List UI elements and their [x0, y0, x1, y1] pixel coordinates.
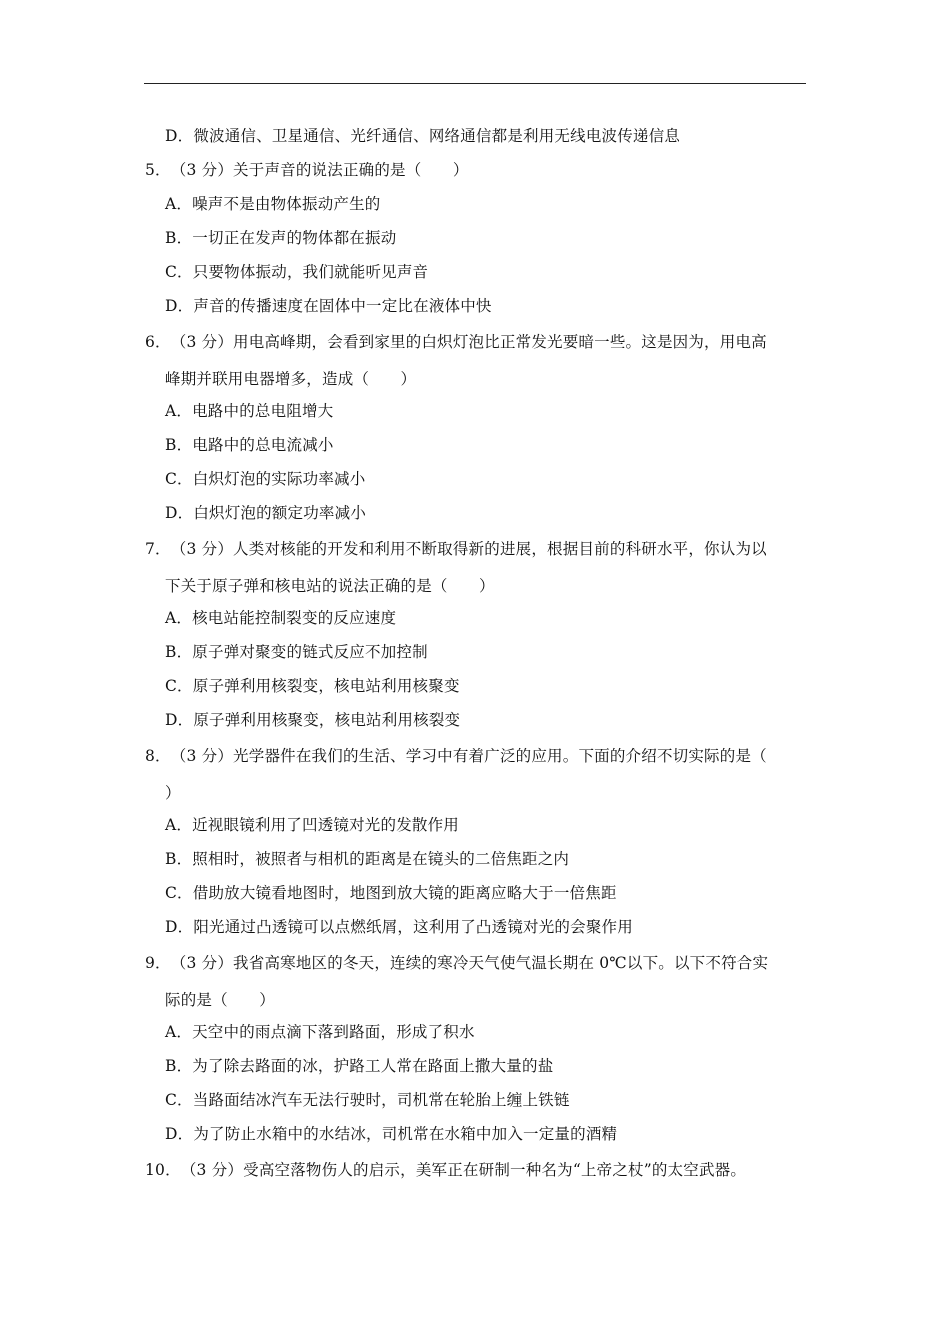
question-9-stem-continued: 际的是（ ） — [165, 991, 275, 1009]
question-9-option-a: A．天空中的雨点滴下落到路面，形成了积水 — [165, 1023, 475, 1041]
question-5-stem: 5．（3 分）关于声音的说法正确的是（ ） — [145, 161, 469, 179]
question-9-option-b: B．为了除去路面的冰，护路工人常在路面上撒大量的盐 — [165, 1057, 554, 1075]
question-7-stem-continued: 下关于原子弹和核电站的说法正确的是（ ） — [165, 577, 495, 595]
question-8-stem-continued: ） — [165, 784, 181, 802]
question-5-option-c: C．只要物体振动，我们就能听见声音 — [165, 263, 429, 281]
question-7-stem: 7．（3 分）人类对核能的开发和利用不断取得新的进展，根据目前的科研水平，你认为以 — [145, 540, 767, 558]
question-6-stem-continued: 峰期并联用电器增多，造成（ ） — [165, 370, 417, 388]
question-9-option-d: D．为了防止水箱中的水结冰，司机常在水箱中加入一定量的酒精 — [165, 1125, 618, 1143]
question-6-option-a: A．电路中的总电阻增大 — [165, 402, 334, 420]
question-8-option-d: D．阳光通过凸透镜可以点燃纸屑，这利用了凸透镜对光的会聚作用 — [165, 918, 633, 936]
question-7-option-b: B．原子弹对聚变的链式反应不加控制 — [165, 643, 428, 661]
question-6-option-c: C．白炽灯泡的实际功率减小 — [165, 470, 366, 488]
question-10-stem: 10．（3 分）受高空落物伤人的启示，美军正在研制一种名为“上帝之杖”的太空武器。 — [145, 1161, 747, 1179]
question-5-option-a: A．噪声不是由物体振动产生的 — [165, 195, 381, 213]
question-9-stem: 9．（3 分）我省高寒地区的冬天，连续的寒冷天气使气温长期在 0℃以下。以下不符合实 — [145, 954, 769, 972]
header-rule — [144, 83, 806, 84]
question-6-stem: 6．（3 分）用电高峰期，会看到家里的白炽灯泡比正常发光要暗一些。这是因为，用电高 — [145, 333, 767, 351]
question-6-option-b: B．电路中的总电流减小 — [165, 436, 334, 454]
question-8-stem: 8．（3 分）光学器件在我们的生活、学习中有着广泛的应用。下面的介绍不切实际的是（ — [145, 747, 767, 765]
question-8-option-a: A．近视眼镜利用了凹透镜对光的发散作用 — [165, 816, 459, 834]
question-6-option-d: D．白炽灯泡的额定功率减小 — [165, 504, 367, 522]
question-7-option-c: C．原子弹利用核裂变，核电站利用核聚变 — [165, 677, 460, 695]
question-8-option-b: B．照相时，被照者与相机的距离是在镜头的二倍焦距之内 — [165, 850, 570, 868]
question-8-option-c: C．借助放大镜看地图时，地图到放大镜的距离应略大于一倍焦距 — [165, 884, 617, 902]
question-7-option-d: D．原子弹利用核聚变，核电站利用核裂变 — [165, 711, 461, 729]
option-d-carryover: D．微波通信、卫星通信、光纤通信、网络通信都是利用无线电波传递信息 — [165, 127, 681, 145]
question-5-option-d: D．声音的传播速度在固体中一定比在液体中快 — [165, 297, 492, 315]
question-9-option-c: C．当路面结冰汽车无法行驶时，司机常在轮胎上缠上铁链 — [165, 1091, 570, 1109]
question-5-option-b: B．一切正在发声的物体都在振动 — [165, 229, 397, 247]
question-7-option-a: A．核电站能控制裂变的反应速度 — [165, 609, 397, 627]
